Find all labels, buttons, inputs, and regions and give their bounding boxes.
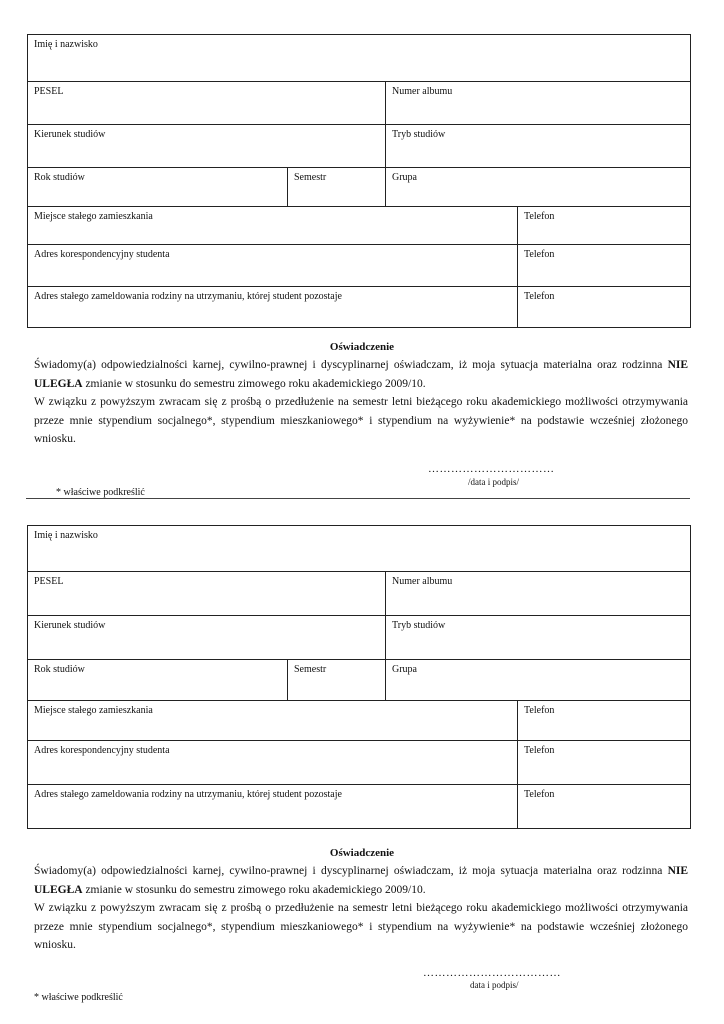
declaration-text-2 [34,862,688,955]
field-name[interactable]: Imię i nazwisko [34,39,98,50]
signature-line-2[interactable]: ……………………………… [423,967,561,979]
field-study-year[interactable]: Rok studiów [28,167,287,206]
student-form-2 [27,525,691,829]
declaration-title-1: Oświadczenie [329,341,395,353]
field-phone-1[interactable]: Telefon [517,206,690,244]
separator-line [26,498,690,499]
declaration-line1: Świadomy(a) odpowiedzialności karnej, cywilno-prawnej i dyscyplinarnej oświadczam, iż moja sytuacja materialna oraz rodzinna [34,865,663,877]
declaration-line1: Świadomy(a) odpowiedzialności karnej, cywilno-prawnej i dyscyplinarnej oświadczam, iż moja sytuacja materialna oraz rodzinna [34,359,663,371]
field-course[interactable]: Kierunek studiów [28,124,385,167]
field-study-mode[interactable]: Tryb studiów [385,615,690,659]
declaration-line2: zmianie w stosunku do semestru zimowego roku akademickiego 2009/10. [82,883,426,896]
field-study-year[interactable]: Rok studiów [28,659,287,700]
declaration-paragraph-2: W związku z powyższym zwracam się z prośbą o przedłużenie na semestr letni bieżącego roku akademickiego możliwości otrzymywania przeze mnie stypendium socjalnego*, stypendium mieszkaniowego* i stypendium na wyżywienie* na podstawie wcześniej złożonego wniosku. [34,902,688,952]
field-group[interactable]: Grupa [385,167,690,206]
field-name[interactable]: Imię i nazwisko [34,530,98,541]
field-phone-2[interactable]: Telefon [517,740,690,784]
field-pesel[interactable]: PESEL [28,81,385,124]
field-study-mode[interactable]: Tryb studiów [385,124,690,167]
field-phone-3[interactable]: Telefon [517,784,690,828]
field-pesel[interactable]: PESEL [28,571,385,615]
field-album-number[interactable]: Numer albumu [385,81,690,124]
student-form-1 [27,34,691,328]
declaration-bold: NIE ULEGŁA [34,359,689,390]
declaration-line2: zmianie w stosunku do semestru zimowego roku akademickiego 2009/10. [82,377,426,390]
field-family-address[interactable]: Adres stałego zameldowania rodziny na utrzymaniu, której student pozostaje [28,784,517,828]
field-residence[interactable]: Miejsce stałego zamieszkania [28,700,517,740]
field-album-number[interactable]: Numer albumu [385,571,690,615]
declaration-text-1 [34,356,688,449]
field-correspondence-address[interactable]: Adres korespondencyjny studenta [28,244,517,286]
declaration-bold: NIE ULEGŁA [34,865,689,896]
signature-label-1: /data i podpis/ [468,477,519,487]
footnote-1: * właściwe podkreślić [56,487,145,498]
field-course[interactable]: Kierunek studiów [28,615,385,659]
field-phone-3[interactable]: Telefon [517,286,690,327]
field-correspondence-address[interactable]: Adres korespondencyjny studenta [28,740,517,784]
declaration-paragraph-2: W związku z powyższym zwracam się z prośbą o przedłużenie na semestr letni bieżącego roku akademickiego możliwości otrzymywania przeze mnie stypendium socjalnego*, stypendium mieszkaniowego* i stypendium na wyżywienie* na podstawie wcześniej złożonego wniosku. [34,396,688,446]
field-phone-1[interactable]: Telefon [517,700,690,740]
declaration-title-2: Oświadczenie [329,847,395,859]
field-semester[interactable]: Semestr [287,659,385,700]
field-semester[interactable]: Semestr [287,167,385,206]
footnote-2: * właściwe podkreślić [34,992,123,1003]
field-residence[interactable]: Miejsce stałego zamieszkania [28,206,517,244]
field-group[interactable]: Grupa [385,659,690,700]
signature-label-2: data i podpis/ [470,980,519,990]
field-family-address[interactable]: Adres stałego zameldowania rodziny na utrzymaniu, której student pozostaje [28,286,517,327]
field-phone-2[interactable]: Telefon [517,244,690,286]
signature-line-1[interactable]: …………………………… [428,463,555,475]
